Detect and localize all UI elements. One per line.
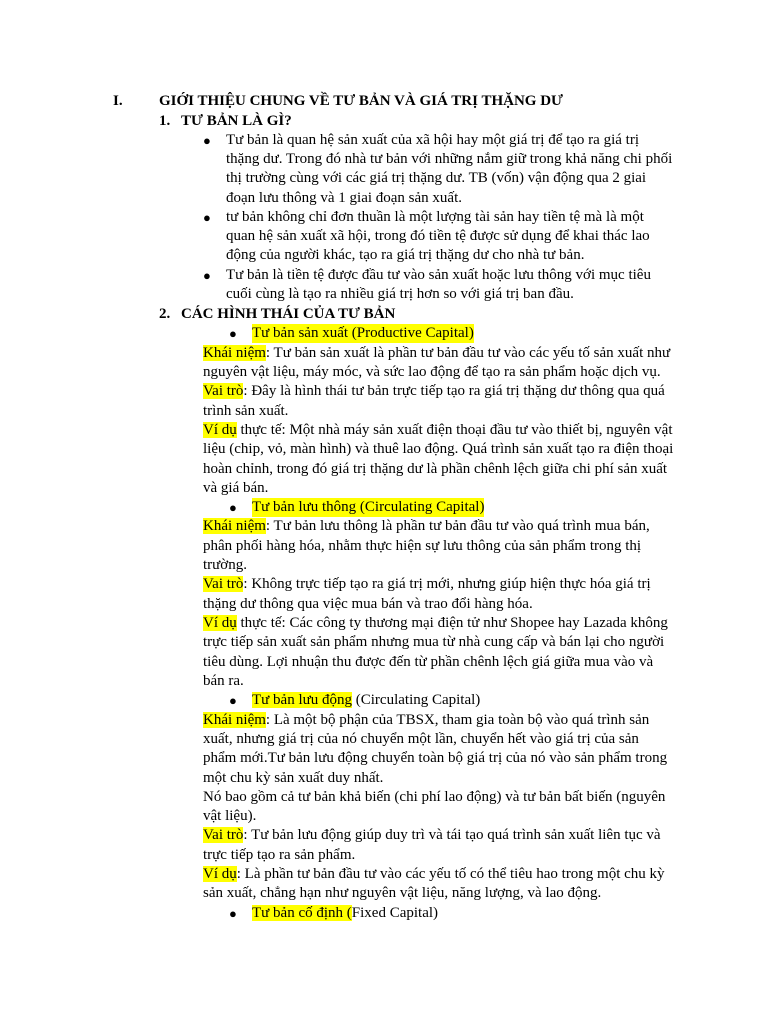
concept-line: Khái niệm: Tư bản sản xuất là phần tư bản đầu tư vào các yếu tố sản xuất như <box>203 345 671 361</box>
bullet-text-line: thặng dư. Trong đó nhà tư bản với những nắm giữ trong khả năng chi phối <box>226 151 673 167</box>
section-numeral: I. <box>113 93 123 109</box>
form-title-highlight: Tư bản lưu động <box>252 692 352 708</box>
role-line: thặng dư thông qua việc mua bán và trao đổi hàng hóa. <box>203 596 533 612</box>
example-label: Ví dụ <box>203 422 237 438</box>
bullet-icon: ● <box>229 500 237 515</box>
bullet-icon: ● <box>203 133 211 148</box>
bullet-icon: ● <box>203 210 211 225</box>
concept-line: Nó bao gồm cả tư bản khả biến (chi phí lao động) và tư bản bất biến (nguyên <box>203 789 666 805</box>
role-line: Vai trò: Không trực tiếp tạo ra giá trị mới, nhưng giúp hiện thực hóa giá trị <box>203 576 651 592</box>
role-line: trực tiếp tạo ra sản phẩm. <box>203 847 356 863</box>
role-line: Vai trò: Tư bản lưu động giúp duy trì và tái tạo quá trình sản xuất liên tục và <box>203 827 661 843</box>
example-line: hoàn chỉnh, trong đó giá trị thặng dư là phần chênh lệch giữa chi phí sản xuất <box>203 461 668 477</box>
role-line: Vai trò: Đây là hình thái tư bản trực tiếp tạo ra giá trị thặng dư thông qua quá <box>203 383 665 399</box>
bullet-text-line: Tư bản là quan hệ sản xuất của xã hội hay một giá trị để tạo ra giá trị <box>226 132 639 148</box>
bullet-text-line: tư bản không chỉ đơn thuần là một lượng tài sản hay tiền tệ mà là một <box>226 209 644 225</box>
example-line: trực tiếp sản xuất sản phẩm nhưng mua từ nhà cung cấp và bán lại cho người <box>203 634 665 650</box>
role-line: trình sản xuất. <box>203 403 289 419</box>
subsection-number: 1. <box>159 113 171 129</box>
bullet-text-line: đoạn lưu thông và 1 giai đoạn sản xuất. <box>226 190 463 206</box>
section-title: GIỚI THIỆU CHUNG VỀ TƯ BẢN VÀ GIÁ TRỊ THẶNG DƯ <box>159 93 563 109</box>
bullet-icon: ● <box>203 268 211 283</box>
example-label: Ví dụ <box>203 615 237 631</box>
example-line: Ví dụ thực tế: Các công ty thương mại điện tử như Shopee hay Lazada không <box>203 615 668 631</box>
example-label: Ví dụ <box>203 866 237 882</box>
bullet-text-line: động của người khác, tạo ra giá trị thặng dư cho nhà tư bản. <box>226 247 585 263</box>
example-line: và giá bán. <box>203 480 269 496</box>
example-line: Ví dụ thực tế: Một nhà máy sản xuất điện thoại đầu tư vào thiết bị, nguyên vật <box>203 422 673 438</box>
form-title: Tư bản lưu thông (Circulating Capital) <box>252 499 485 515</box>
concept-line: trường. <box>203 557 247 573</box>
concept-line: nguyên vật liệu, máy móc, và sức lao động để tạo ra sản phẩm hoặc dịch vụ. <box>203 364 661 380</box>
concept-line: xuất, nhưng giá trị của nó chuyển một lần, chuyển hết vào giá trị của sản <box>203 731 639 747</box>
subsection-title: CÁC HÌNH THÁI CỦA TƯ BẢN <box>181 306 396 322</box>
form-title: Tư bản sản xuất (Productive Capital) <box>252 325 474 341</box>
concept-line: phân phối hàng hóa, nhằm thực hiện sự lưu thông của sản phẩm trong thị <box>203 538 642 554</box>
bullet-text-line: cuối cùng là tạo ra nhiều giá trị hơn so với giá trị ban đầu. <box>226 286 574 302</box>
subsection-title: TƯ BẢN LÀ GÌ? <box>181 113 292 129</box>
concept-line: Khái niệm: Tư bản lưu thông là phần tư bản đầu tư vào quá trình mua bán, <box>203 518 650 534</box>
form-title-highlight: Tư bản cố định ( <box>252 905 352 921</box>
bullet-text-line: quan hệ sản xuất xã hội, trong đó tiền tệ được sử dụng để khai thác lao <box>226 228 650 244</box>
bullet-icon: ● <box>229 693 237 708</box>
subsection-number: 2. <box>159 306 171 322</box>
concept-label: Khái niệm <box>203 518 266 534</box>
concept-label: Khái niệm <box>203 345 266 361</box>
concept-line: phẩm mới.Tư bản lưu động chuyển toàn bộ giá trị của nó vào sản phẩm trong <box>203 750 668 766</box>
example-line: sản xuất, chẳng hạn như nguyên vật liệu, năng lượng, và lao động. <box>203 885 602 901</box>
concept-line: Khái niệm: Là một bộ phận của TBSX, tham gia toàn bộ vào quá trình sản <box>203 712 650 728</box>
example-line: liệu (chip, vỏ, màn hình) và thuê lao động. Quá trình sản xuất tạo ra điện thoại <box>203 441 674 457</box>
concept-line: vật liệu). <box>203 808 257 824</box>
example-line: Ví dụ: Là phần tư bản đầu tư vào các yếu tố có thể tiêu hao trong một chu kỳ <box>203 866 665 882</box>
bullet-icon: ● <box>229 906 237 921</box>
role-label: Vai trò <box>203 383 244 399</box>
role-label: Vai trò <box>203 576 244 592</box>
role-label: Vai trò <box>203 827 244 843</box>
concept-label: Khái niệm <box>203 712 266 728</box>
bullet-icon: ● <box>229 326 237 341</box>
bullet-text-line: thị trường cùng với các giá trị thặng dư. TB (vốn) vận động qua 2 giai <box>226 170 647 186</box>
concept-line: một chu kỳ sản xuất duy nhất. <box>203 770 384 786</box>
bullet-text-line: Tư bản là tiền tệ được đầu tư vào sản xuất hoặc lưu thông với mục tiêu <box>226 267 651 283</box>
example-line: tiêu dùng. Lợi nhuận thu được đến từ phần chênh lệch giá giữa mua vào và <box>203 654 654 670</box>
form-title: Tư bản cố định (Fixed Capital) <box>252 905 439 921</box>
example-line: bán ra. <box>203 673 244 689</box>
form-title: Tư bản lưu động (Circulating Capital) <box>252 692 481 708</box>
